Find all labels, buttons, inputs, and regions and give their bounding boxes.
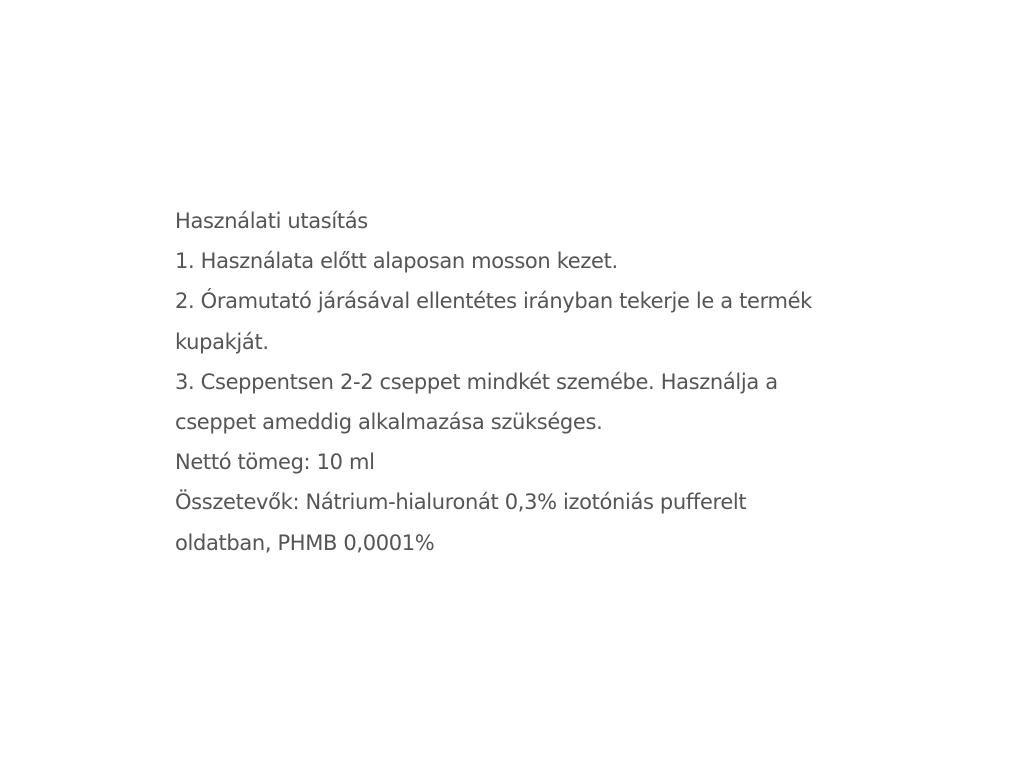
net-weight: Nettó tömeg: 10 ml [175, 450, 375, 475]
ingredients-continued: oldatban, PHMB 0,0001% [175, 530, 435, 555]
instruction-step-3-continued: cseppet ameddig alkalmazása szükséges. [175, 410, 603, 435]
instructions-heading: Használati utasítás [175, 209, 368, 233]
instruction-step-2-continued: kupakját. [175, 329, 269, 354]
instructions-text-block [175, 201, 875, 563]
instruction-step-3: 3. Cseppentsen 2-2 cseppet mindkét szemébe. Használja a [175, 369, 778, 394]
instruction-step-1: 1. Használata előtt alaposan mosson kezet. [175, 249, 618, 274]
instruction-step-2: 2. Óramutató járásával ellentétes irányban tekerje le a termék [175, 289, 812, 314]
ingredients: Összetevők: Nátrium-hialuronát 0,3% izotóniás pufferelt [175, 490, 747, 515]
